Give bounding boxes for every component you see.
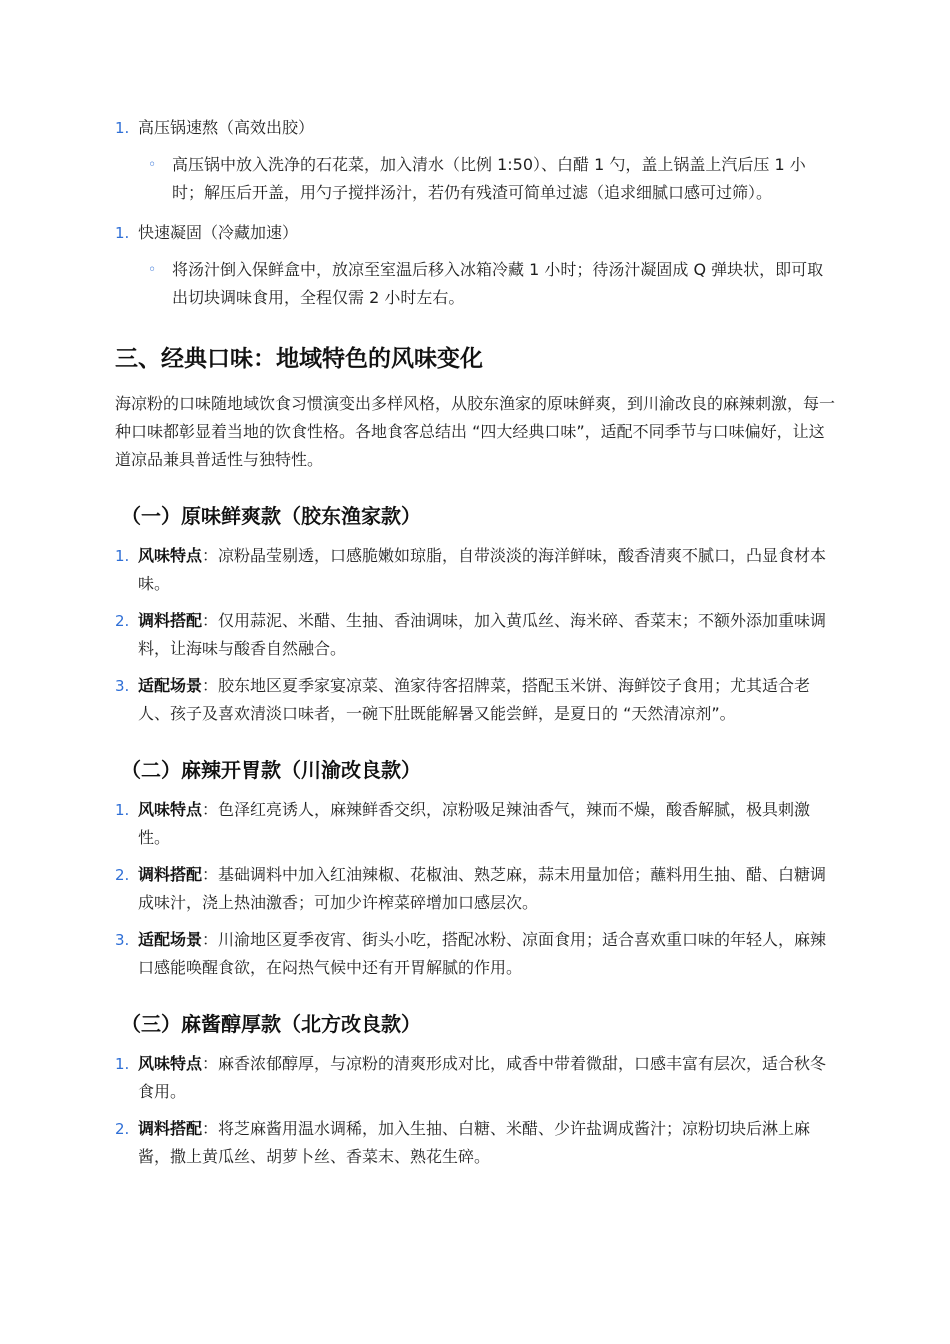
item-label: 风味特点 [138, 800, 203, 819]
list-item [115, 114, 835, 142]
item-separator: ： [202, 800, 219, 819]
step-detail: 高压锅中放入洗净的石花菜，加入清水（比例 1:50）、白醋 1 勺，盖上锅盖上汽后压 1 小时；解压后开盖，用勺子搅拌汤汁，若仍有残渣可简单过滤（追求细腻口感可过筛）。 [172, 155, 806, 202]
section-heading: 三、经典口味：地域特色的风味变化 [115, 346, 483, 372]
item-separator: ： [202, 930, 219, 949]
sub-bullet-item [148, 151, 835, 207]
sub-bullet-item [148, 256, 835, 312]
item-label: 风味特点 [138, 1054, 203, 1073]
step-title: 快速凝固（冷藏加速） [138, 223, 299, 242]
item-separator: ： [202, 1054, 219, 1073]
item-label: 适配场景 [138, 676, 203, 695]
item-label: 调料搭配 [138, 865, 203, 884]
subsection-list [115, 796, 835, 982]
step-title: 高压锅速熬（高效出胶） [138, 118, 315, 137]
item-separator: ： [202, 1119, 219, 1138]
item-label: 调料搭配 [138, 1119, 203, 1138]
list-item [115, 219, 835, 247]
item-separator: ： [202, 676, 219, 695]
list-number: 3. [115, 677, 130, 695]
list-number: 3. [115, 931, 130, 949]
item-text: 将芝麻酱用温水调稀，加入生抽、白糖、米醋、少许盐调成酱汁；凉粉切块后淋上麻酱，撒上黄瓜丝、胡萝卜丝、香菜末、熟花生碎。 [138, 1119, 811, 1166]
list-item [115, 607, 835, 663]
hollow-bullet-icon: ◦ [148, 157, 157, 173]
subsection-heading: （一）原味鲜爽款（胶东渔家款） [121, 504, 421, 528]
item-text: 麻香浓郁醇厚，与凉粉的清爽形成对比，咸香中带着微甜，口感丰富有层次，适合秋冬食用。 [138, 1054, 827, 1101]
item-text: 川渝地区夏季夜宵、街头小吃，搭配冰粉、凉面食用；适合喜欢重口味的年轻人，麻辣口感能唤醒食欲，在闷热气候中还有开胃解腻的作用。 [138, 930, 827, 977]
item-label: 调料搭配 [138, 611, 203, 630]
list-item [115, 1115, 835, 1171]
subsection-heading: （二）麻辣开胃款（川渝改良款） [121, 758, 421, 782]
item-text: 凉粉晶莹剔透，口感脆嫩如琼脂，自带淡淡的海洋鲜味，酸香清爽不腻口，凸显食材本味。 [138, 546, 827, 593]
item-separator: ： [202, 865, 219, 884]
item-separator: ： [202, 546, 219, 565]
item-text: 仅用蒜泥、米醋、生抽、香油调味，加入黄瓜丝、海米碎、香菜末；不额外添加重味调料，让海味与酸香自然融合。 [138, 611, 827, 658]
list-number: 1. [115, 801, 130, 819]
step-detail: 将汤汁倒入保鲜盒中，放凉至室温后移入冰箱冷藏 1 小时；待汤汁凝固成 Q 弹块状，即可取出切块调味食用，全程仅需 2 小时左右。 [172, 260, 824, 307]
list-number: 2. [115, 612, 130, 630]
item-text: 胶东地区夏季家宴凉菜、渔家待客招牌菜，搭配玉米饼、海鲜饺子食用；尤其适合老人、孩子及喜欢清淡口味者，一碗下肚既能解暑又能尝鲜，是夏日的 “天然清凉剂”。 [138, 676, 811, 723]
item-label: 适配场景 [138, 930, 203, 949]
subsection-list [115, 542, 835, 728]
subsection-heading: （三）麻酱醇厚款（北方改良款） [121, 1012, 421, 1036]
item-separator: ： [202, 611, 219, 630]
list-item [115, 1050, 835, 1106]
item-text: 色泽红亮诱人，麻辣鲜香交织，凉粉吸足辣油香气，辣而不燥，酸香解腻，极具刺激性。 [138, 800, 811, 847]
list-item [115, 542, 835, 598]
list-number: 1. [115, 119, 130, 137]
list-number: 1. [115, 224, 130, 242]
list-item [115, 926, 835, 982]
subsection-list [115, 1050, 835, 1171]
list-number: 1. [115, 1055, 130, 1073]
list-item [115, 672, 835, 728]
item-text: 基础调料中加入红油辣椒、花椒油、熟芝麻，蒜末用量加倍；蘸料用生抽、醋、白糖调成味汁，浇上热油激香；可加少许榨菜碎增加口感层次。 [138, 865, 827, 912]
list-number: 2. [115, 866, 130, 884]
hollow-bullet-icon: ◦ [148, 262, 157, 278]
section-intro: 海凉粉的口味随地域饮食习惯演变出多样风格，从胶东渔家的原味鲜爽，到川渝改良的麻辣刺激，每一种口味都彰显着当地的饮食性格。各地食客总结出 “四大经典口味”，适配不同季节与口味偏好，让这道凉品兼具普适性与独特性。 [115, 394, 836, 469]
list-item [115, 861, 835, 917]
item-label: 风味特点 [138, 546, 203, 565]
top-step-list [115, 114, 835, 312]
list-number: 2. [115, 1120, 130, 1138]
list-number: 1. [115, 547, 130, 565]
list-item [115, 796, 835, 852]
